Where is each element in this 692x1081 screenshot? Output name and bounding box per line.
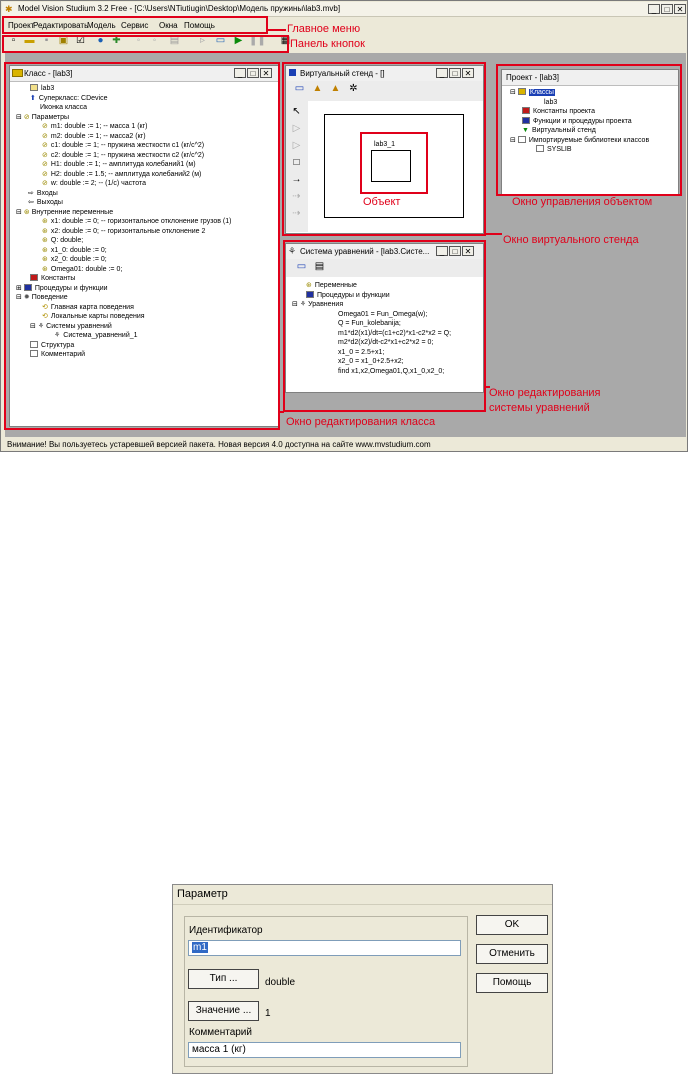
tree-item[interactable]: find x1,x2,Omega01,Q,x1_0,x2_0; — [338, 367, 445, 375]
grid-icon[interactable]: ▭ — [296, 261, 307, 272]
arrow-right-icon[interactable]: → — [291, 174, 302, 185]
input-icon: ⇨ — [28, 189, 34, 197]
equations-icon: ⚘ — [299, 301, 307, 308]
tree-item[interactable]: ⟲ Локальные карты поведения — [42, 313, 145, 320]
equations-icon: ⚘ — [37, 322, 45, 330]
tree-item[interactable]: ⊛ x1: double := 0; -- горизонтальное отклонение грузов (1) — [42, 218, 232, 225]
annotation-main-menu: Главное меню — [287, 23, 361, 35]
param-icon: ⊘ — [42, 123, 48, 130]
project-window-title: Проект - [lab3] — [506, 73, 560, 82]
param-icon: ⊘ — [42, 132, 48, 140]
annotation-line-class — [280, 411, 284, 413]
tree-item[interactable]: Omega01 = Fun_Omega(w); — [338, 310, 428, 318]
tree-item[interactable]: ⊟ ⊛ Внутренние переменные — [16, 208, 114, 216]
tree-item[interactable]: Структура — [30, 341, 219, 351]
check-icon[interactable]: ☑ — [76, 35, 85, 46]
tree-item[interactable]: ⊛ x1_0: double := 0; — [42, 246, 107, 254]
stand-maximize-icon[interactable]: □ — [449, 68, 461, 78]
expand-icon: ⊟ — [16, 208, 22, 216]
menu-windows[interactable]: Окна — [159, 21, 178, 30]
param-icon: ⊘ — [42, 142, 48, 149]
compile-icon[interactable]: ▭ — [215, 35, 226, 46]
chart-map-icon: ⟲ — [42, 303, 48, 311]
tree-item[interactable]: Комментарий — [30, 350, 219, 360]
tree-item[interactable]: Функции и процедуры проекта — [522, 117, 661, 127]
param-icon: ⊘ — [23, 113, 30, 121]
tree-item[interactable]: ⊛ Q: double; — [42, 237, 84, 244]
tree-item[interactable]: ⊘ m2: double := 1; -- масса2 (кг) — [42, 132, 146, 140]
tree-item[interactable]: Константы проекта — [522, 107, 661, 117]
equations-minimize-icon[interactable]: _ — [436, 246, 448, 256]
behavior-icon: ✹ — [23, 294, 30, 301]
menu-edit[interactable]: Редактировать — [33, 21, 89, 30]
class-close-icon[interactable]: ✕ — [260, 68, 272, 78]
annotation-toolbar: Панель кнопок — [290, 38, 365, 50]
import-icon[interactable]: ▲ — [312, 83, 323, 94]
variable-icon: ⊛ — [42, 237, 48, 244]
expand-icon: ⊟ — [510, 89, 516, 96]
stand-window-title: Виртуальный стенд - [] — [300, 69, 385, 78]
tree-item[interactable]: ⬆ Суперкласс: CDevice — [30, 94, 108, 102]
tree-item[interactable]: m2*d2(x2)/dt-c2*x1+c2*x2 = 0; — [338, 339, 434, 346]
link2-icon[interactable]: ⇢ — [292, 208, 301, 219]
layers-icon[interactable]: ▤ — [169, 35, 180, 46]
tree-item[interactable]: lab3 — [544, 98, 558, 106]
save-icon[interactable]: ▪ — [44, 35, 49, 46]
annotation-object: Объект — [363, 196, 401, 208]
class-window-title: Класс - [lab3] — [24, 69, 73, 78]
tree-item[interactable]: ⊘ c2: double := 1; -- пружина жесткости с2 (кг/с^2) — [42, 151, 205, 159]
id-input[interactable] — [188, 940, 461, 956]
menu-model[interactable]: Модель — [87, 21, 116, 30]
annotation-box-toolbar — [2, 35, 289, 53]
edit-icon[interactable]: ▣ — [58, 35, 69, 46]
tree-item[interactable]: Q = Fun_kolebanija; — [338, 320, 401, 327]
tree-item[interactable]: ⊘ H2: double := 1.5; -- амплитуда колебаний2 (м) — [42, 170, 202, 178]
param-icon: ⊘ — [42, 180, 48, 187]
annotation-line-stand — [486, 233, 502, 235]
tree-item[interactable]: ⊘ c1: double := 1; -- пружина жесткости с1 (кг/с^2) — [42, 142, 205, 149]
equations-window-title: Система уравнений - [lab3.Систе... — [300, 247, 430, 256]
tree-item[interactable]: SYSLIB — [536, 145, 675, 155]
link-icon[interactable]: ⇢ — [292, 191, 301, 202]
document-icon[interactable]: ▤ — [314, 261, 325, 272]
annotation-project-window: Окно управления объектом — [512, 196, 653, 208]
equations-window-icon: ⚘ — [288, 246, 297, 256]
pause-icon[interactable]: ❚❚ — [249, 35, 266, 46]
object-add-icon[interactable]: ✚ — [112, 35, 121, 46]
class-minimize-icon[interactable]: _ — [234, 68, 246, 78]
tree-item[interactable]: lab3 — [30, 84, 219, 94]
step2-icon[interactable]: ◦ — [152, 35, 157, 46]
equations-icon: ⚘ — [54, 332, 61, 339]
id-label: Идентификатор — [189, 925, 263, 936]
menu-project[interactable]: Проект — [8, 21, 35, 30]
tree-item[interactable]: ⊟ ⚘ Системы уравнений — [30, 322, 112, 330]
variable-icon: ⊛ — [42, 265, 48, 273]
new-icon[interactable]: ▫ — [11, 35, 16, 46]
annotation-line-menu — [268, 29, 286, 31]
class-maximize-icon[interactable]: □ — [247, 68, 259, 78]
app-icon: ✱ — [5, 4, 13, 14]
grid-icon[interactable]: ▭ — [294, 83, 305, 94]
expand-icon: ⊟ — [30, 322, 36, 330]
tree-item[interactable]: ⊟ ⚘ Уравнения — [292, 301, 344, 308]
id-value: m1 — [193, 942, 207, 953]
port2-icon[interactable]: ▷ — [292, 140, 301, 151]
variable-icon: ⊛ — [42, 256, 48, 263]
variable-icon: ⊛ — [42, 227, 48, 235]
annotation-box-class — [4, 62, 280, 430]
expand-icon: ⊞ — [16, 284, 22, 292]
tree-item[interactable]: Иконка класса — [40, 104, 87, 111]
rectangle-icon[interactable]: □ — [293, 157, 300, 168]
maximize-icon[interactable]: □ — [661, 4, 673, 14]
tree-item[interactable]: Константы — [30, 274, 219, 284]
help-button[interactable]: Помощь — [476, 973, 548, 993]
annotation-class-editor: Окно редактирования класса — [286, 416, 436, 428]
stand-icon: ▼ — [522, 127, 529, 134]
expand-icon: ⊟ — [510, 136, 516, 144]
open-icon[interactable]: ▬ — [24, 35, 35, 46]
step-icon[interactable]: ◦ — [136, 35, 141, 46]
annotation-equations-2: системы уравнений — [489, 402, 590, 414]
app-title: Model Vision Studium 3.2 Free - [C:\Users\NTiutiugin\Desktop\Модель пружины\lab3.mvb] — [18, 4, 341, 13]
param-icon: ⊘ — [42, 151, 48, 159]
tree-item[interactable]: ⊘ H1: double := 1; -- амплитуда колебаний1 (м) — [42, 161, 196, 168]
value-button[interactable]: Значение ... — [188, 1001, 259, 1021]
run-icon[interactable]: ▶ — [234, 35, 243, 46]
status-text: Внимание! Вы пользуетесь устаревшей версией пакета. Новая версия 4.0 доступна на сайте www.mvstudium.com — [7, 440, 431, 449]
type-value: double — [265, 977, 296, 988]
parameter-dialog — [172, 884, 553, 1074]
calculator-icon[interactable]: ▦ — [280, 35, 291, 46]
tree-item[interactable]: ⊛ Переменные — [306, 282, 357, 289]
param-icon: ⊘ — [42, 170, 48, 178]
tree-item[interactable]: ▼ Виртуальный стенд — [522, 127, 596, 134]
object-label: lab3_1 — [374, 141, 396, 148]
chart-map-icon: ⟲ — [42, 313, 48, 320]
tree-item[interactable]: m1*d2(x1)/dt=(c1+c2)*x1-c2*x2 = Q; — [338, 329, 452, 337]
tree-item[interactable]: ⊟ ✹ Поведение — [16, 294, 68, 301]
cancel-button[interactable]: Отменить — [476, 944, 548, 964]
annotation-virtual-stand: Окно виртуального стенда — [503, 234, 639, 246]
stand-close-icon[interactable]: ✕ — [462, 68, 474, 78]
variable-icon: ⊛ — [306, 282, 312, 289]
dialog-title: Параметр — [177, 888, 228, 900]
annotation-equations-1: Окно редактирования — [489, 387, 601, 399]
annotation-box-project — [496, 64, 682, 196]
close-icon[interactable]: ✕ — [674, 4, 686, 14]
annotation-box-menu — [2, 16, 268, 34]
tree-item[interactable]: ⊟ Классы — [510, 89, 554, 96]
tree-item[interactable]: ⊛ x2: double := 0; -- горизонтальные отклонение 2 — [42, 227, 206, 235]
tree-item[interactable]: ⊛ Omega01: double := 0; — [42, 265, 123, 273]
menu-service[interactable]: Сервис — [121, 21, 149, 30]
tree-item[interactable]: ⊘ m1: double := 1; -- масса 1 (кг) — [42, 123, 148, 130]
tree-item[interactable]: ⊟ ⊘ Параметры — [16, 113, 70, 121]
ok-button[interactable]: OK — [476, 915, 548, 935]
tree-item[interactable]: ⊛ x2_0: double := 0; — [42, 256, 107, 263]
tree-item[interactable]: x2_0 = x1_0+2.5+x2; — [338, 358, 404, 365]
variable-icon: ⊛ — [42, 218, 48, 225]
variable-icon: ⊛ — [42, 246, 48, 254]
type-button[interactable]: Тип ... — [188, 969, 259, 989]
value-value: 1 — [265, 1008, 271, 1019]
tree-item[interactable]: ⊞ Процедуры и функции — [16, 284, 108, 292]
stand-minimize-icon[interactable]: _ — [436, 68, 448, 78]
run-config-icon[interactable]: ▹ — [199, 35, 206, 46]
tree-item[interactable]: ⇨ Входы — [28, 189, 58, 197]
minimize-icon[interactable]: _ — [648, 4, 660, 14]
menu-help[interactable]: Помощь — [184, 21, 215, 30]
tree-item[interactable]: ⊘ w: double := 2; -- (1/с) частота — [42, 180, 147, 187]
output-icon: ⇦ — [28, 199, 34, 206]
tree-item[interactable]: ⇦ Выходы — [28, 199, 63, 206]
arrow-up-icon: ⬆ — [30, 94, 36, 102]
variable-icon: ⊛ — [23, 208, 30, 216]
expand-icon: ⊟ — [16, 294, 22, 301]
settings-icon[interactable]: ✲ — [349, 83, 358, 94]
expand-icon: ⊟ — [292, 301, 298, 308]
pointer-icon[interactable]: ↖ — [292, 106, 301, 117]
annotation-box-equations — [283, 240, 486, 412]
comment-label: Комментарий — [189, 1027, 252, 1038]
equations-maximize-icon[interactable]: □ — [449, 246, 461, 256]
tree-item[interactable]: x1_0 = 2.5+x1; — [338, 348, 385, 356]
tree-item[interactable]: ⟲ Главная карта поведения — [42, 303, 134, 311]
param-icon: ⊘ — [42, 161, 48, 168]
status-bar — [3, 438, 686, 451]
dialog-titlebar — [173, 885, 552, 905]
class-add-icon[interactable]: ● — [97, 35, 104, 46]
port-icon[interactable]: ▷ — [292, 123, 301, 134]
app-titlebar — [2, 2, 686, 17]
tree-item[interactable]: Процедуры и функции — [306, 291, 419, 301]
expand-icon: ⊟ — [16, 113, 22, 121]
export-icon[interactable]: ▲ — [330, 83, 341, 94]
equations-close-icon[interactable]: ✕ — [462, 246, 474, 256]
tree-item[interactable]: ⚘ Система_уравнений_1 — [54, 332, 138, 339]
tree-item[interactable]: ⊟ Импортируемые библиотеки классов — [510, 136, 650, 144]
comment-input[interactable]: масса 1 (кг) — [188, 1042, 461, 1058]
annotation-box-object — [360, 132, 428, 194]
